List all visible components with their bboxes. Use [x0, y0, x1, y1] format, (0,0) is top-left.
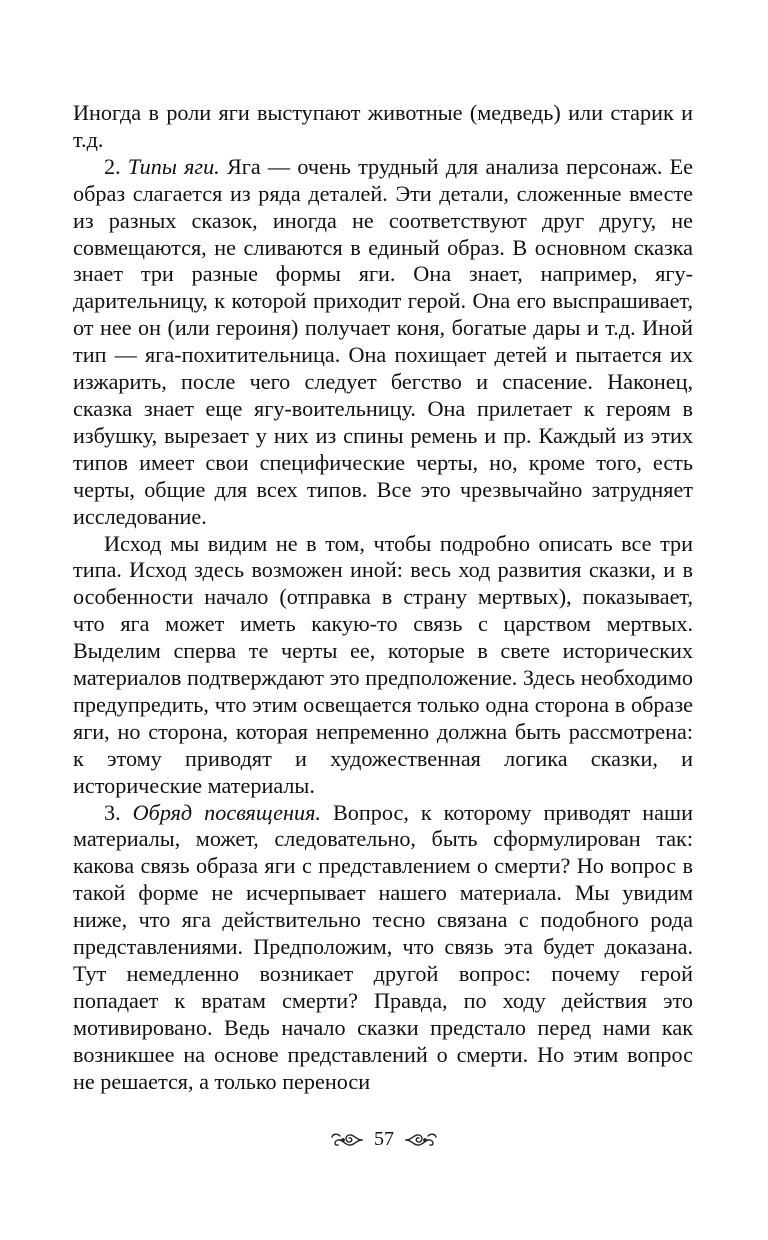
section-number-3: 3. [104, 799, 133, 825]
right-flourish-icon [404, 1131, 438, 1149]
paragraph-3: Исход мы видим не в том, чтобы подробно описать все три типа. Исход здесь возможен иной: весь ход развития сказки, и в особенности начало (отправка в страну мертвых), показывает, что яга может иметь какую-то связь с царством мертвых. Выделим сперва те черты ее, которые в свете исторических материалов подтверждают это предположение. Здесь необходимо предупредить, что этим освещается только одна сторона в образе яги, но сторона, которая непременно должна быть рассмотрена: к этому приводят и художественная логика сказки, и исторические материалы. [73, 530, 693, 798]
left-flourish-icon [330, 1131, 364, 1149]
paragraph-2-text: Яга — очень трудный для анализа персонаж. Ее образ слагается из ряда деталей. Эти детали, сложенные вместе из разных сказок, иногда не соответствуют друг другу, не совмещаются, не сливаются в единый образ. В основном сказка знает три разные формы яги. Она знает, например, ягу-дарительницу, к которой приходит герой. Она его выспрашивает, от нее он (или героиня) получает коня, богатые дары и т.д. Иной тип — яга-похитительница. Она похищает детей и пытается их изжарить, после чего следует бегство и спасение. Наконец, сказка знает еще ягу-воительницу. Она прилетает к героям в избушку, вырезает у них из спины ремень и пр. Каждый из этих типов имеет свои специфические черты, но, кроме того, есть черты, общие для всех типов. Все это чрезвычайно затрудняет исследование. [73, 153, 694, 529]
paragraph-4-text: Вопрос, к которому приводят наши материалы, может, следовательно, быть сформулирован так: какова связь образа яги с представлением о смерти? Но вопрос в такой форме не исчерпывает нашего материала. Мы увидим ниже, что яга действительно тесно связана с подобного рода представлениями. Предположим, что связь эта будет доказана. Тут немедленно возникает другой вопрос: почему герой попадает к вратам смерти? Правда, по ходу действия это мотивировано. Ведь начало сказки предстало перед нами как возникшее на основе представлений о смерти. Но этим вопрос не решается, а только переноси [73, 799, 693, 1094]
section-heading-types: Типы яги. [127, 153, 220, 179]
section-number-2: 2. [104, 153, 128, 179]
page-body [73, 100, 693, 1096]
paragraph-4 [73, 800, 693, 1096]
paragraph-2 [73, 154, 693, 531]
section-heading-initiation: Обряд посвящения. [132, 799, 321, 825]
page-number: 57 [374, 1128, 394, 1150]
page-footer [0, 1128, 768, 1151]
paragraph-1: Иногда в роли яги выступают животные (медведь) или старик и т.д. [73, 100, 693, 152]
